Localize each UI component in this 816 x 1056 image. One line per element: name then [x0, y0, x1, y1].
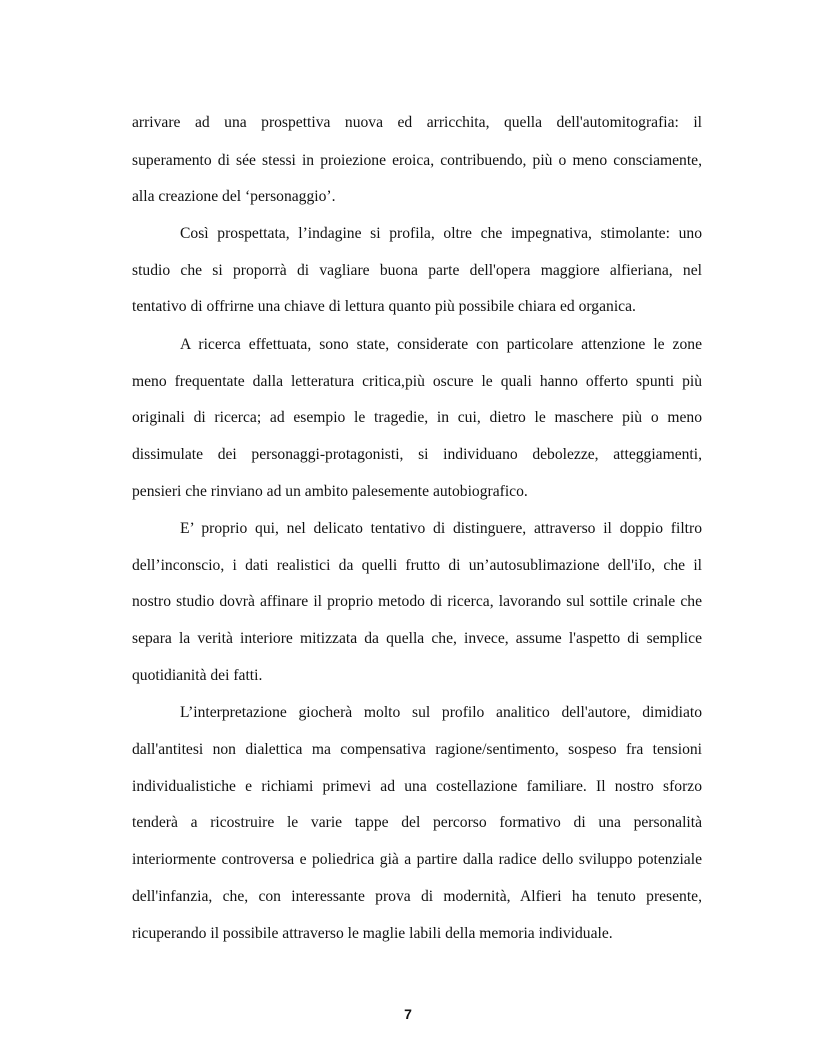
paragraph-1-line-1: arrivare ad una prospettiva nuova ed arricchita, quella dell'automitografia: il: [132, 114, 702, 131]
paragraph-1-line-3: alla creazione del ‘personaggio’.: [132, 188, 336, 205]
paragraph-5-line-6: dell'infanzia, che, con interessante prova di modernità, Alfieri ha tenuto presente,: [132, 888, 702, 905]
page-number: 7: [404, 1006, 412, 1022]
paragraph-1-line-2: superamento di sée stessi in proiezione eroica, contribuendo, più o meno consciamente,: [132, 152, 702, 169]
paragraph-5-line-7: ricuperando il possibile attraverso le maglie labili della memoria individuale.: [132, 925, 613, 942]
paragraph-4-line-2: dell’inconscio, i dati realistici da quelli frutto di un’autosublimazione dell'iIo, che il: [132, 557, 702, 574]
paragraph-5-line-3: individualistiche e richiami primevi ad una costellazione familiare. Il nostro sforzo: [132, 778, 702, 795]
paragraph-4-line-4: separa la verità interiore mitizzata da quella che, invece, assume l'aspetto di semplice: [132, 630, 702, 647]
paragraph-5-line-1: L’interpretazione giocherà molto sul profilo analitico dell'autore, dimidiato: [180, 704, 702, 721]
paragraph-4-line-3: nostro studio dovrà affinare il proprio metodo di ricerca, lavorando sul sottile crinale che: [132, 593, 702, 610]
paragraph-2-line-2: studio che si proporrà di vagliare buona parte dell'opera maggiore alfieriana, nel: [132, 262, 702, 279]
paragraph-3-line-2: meno frequentate dalla letteratura critica,più oscure le quali hanno offerto spunti più: [132, 373, 702, 390]
paragraph-3-line-4: dissimulate dei personaggi-protagonisti, si individuano debolezze, atteggiamenti,: [132, 446, 702, 463]
paragraph-3-line-1: A ricerca effettuata, sono state, considerate con particolare attenzione le zone: [180, 336, 702, 353]
paragraph-5-line-2: dall'antitesi non dialettica ma compensativa ragione/sentimento, sospeso fra tensioni: [132, 741, 702, 758]
paragraph-2-line-3: tentativo di offrirne una chiave di lettura quanto più possibile chiara ed organica.: [132, 298, 636, 315]
paragraph-3-line-3: originali di ricerca; ad esempio le tragedie, in cui, dietro le maschere più o meno: [132, 409, 702, 426]
paragraph-5-line-5: interiormente controversa e poliedrica già a partire dalla radice dello sviluppo potenziale: [132, 851, 702, 868]
paragraph-3-line-5: pensieri che rinviano ad un ambito palesemente autobiografico.: [132, 483, 528, 500]
paragraph-5-line-4: tenderà a ricostruire le varie tappe del percorso formativo di una personalità: [132, 814, 702, 831]
paragraph-4-line-5: quotidianità dei fatti.: [132, 667, 263, 684]
paragraph-4-line-1: E’ proprio qui, nel delicato tentativo di distinguere, attraverso il doppio filtro: [180, 520, 702, 537]
paragraph-2-line-1: Così prospettata, l’indagine si profila, oltre che impegnativa, stimolante: uno: [180, 225, 702, 242]
